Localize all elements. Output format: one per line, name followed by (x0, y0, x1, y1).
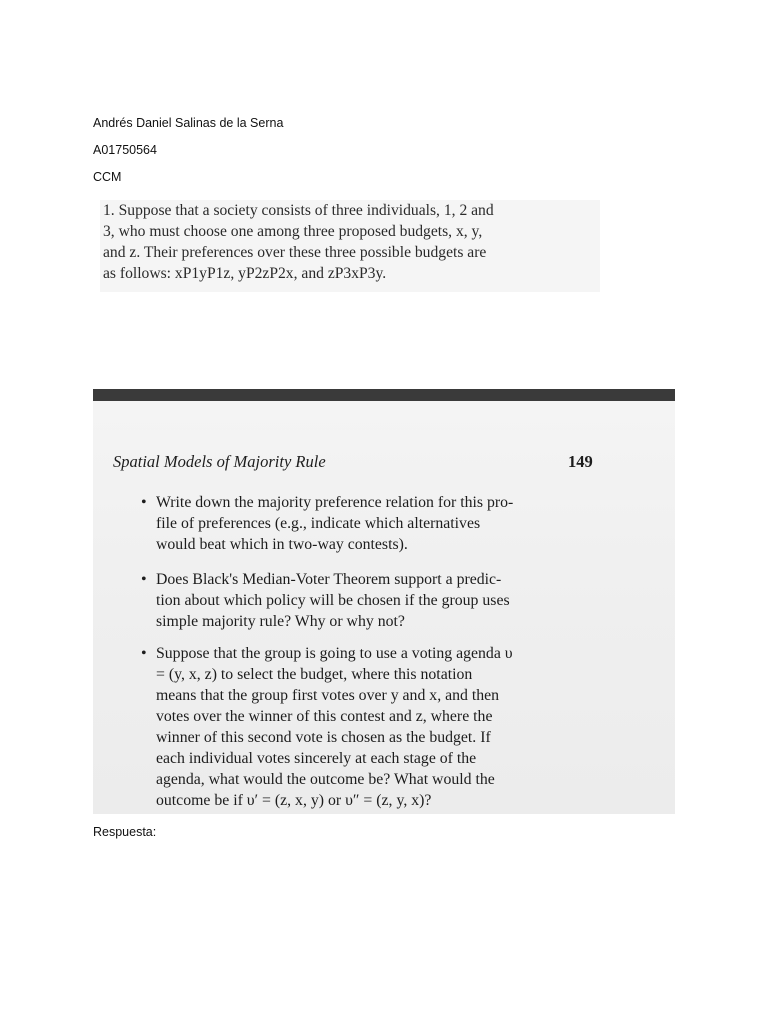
bullet-icon: • (141, 494, 147, 511)
bullet-line: would beat which in two-way contests). (156, 536, 408, 553)
bullet-line: file of preferences (e.g., indicate which alternatives (156, 515, 481, 532)
bullet-icon: • (141, 571, 147, 588)
bullet-line: votes over the winner of this contest and z, where the (156, 708, 493, 725)
bullet-line: = (y, x, z) to select the budget, where this notation (156, 666, 473, 683)
bullet-line: means that the group first votes over y and x, and then (156, 687, 500, 704)
question-line: and z. Their preferences over these three possible budgets are (103, 244, 487, 261)
question-line: as follows: xP1yP1z, yP2zP2x, and zP3xP3y. (103, 265, 387, 282)
running-title: Spatial Models of Majority Rule (113, 452, 326, 471)
campus-code: CCM (93, 170, 122, 184)
scan-top-edge (93, 389, 675, 401)
bullet-item (156, 492, 606, 555)
bullet-line: agenda, what would the outcome be? What would the (156, 771, 495, 788)
bullet-line: Write down the majority preference relation for this pro- (156, 494, 514, 511)
author-name: Andrés Daniel Salinas de la Serna (93, 116, 284, 130)
bullet-item (156, 643, 606, 811)
page-number: 149 (568, 452, 593, 471)
bullet-line: each individual votes sincerely at each stage of the (156, 750, 477, 767)
bullet-line: Suppose that the group is going to use a voting agenda υ (156, 645, 513, 662)
book-page-scan-image (93, 401, 675, 814)
bullet-line: tion about which policy will be chosen if the group uses (156, 592, 510, 609)
student-id: A01750564 (93, 143, 157, 157)
bullet-icon: • (141, 645, 147, 662)
bullet-line: winner of this second vote is chosen as the budget. If (156, 729, 491, 746)
question-scan-image (100, 200, 600, 292)
bullet-item (156, 569, 606, 632)
question-line: 1. Suppose that a society consists of three individuals, 1, 2 and (103, 202, 494, 219)
answer-label: Respuesta: (93, 825, 157, 839)
question-line: 3, who must choose one among three proposed budgets, x, y, (103, 223, 483, 240)
bullet-line: outcome be if υ′ = (z, x, y) or υ″ = (z, y, x)? (156, 792, 432, 809)
bullet-line: Does Black's Median-Voter Theorem support a predic- (156, 571, 502, 588)
bullet-line: simple majority rule? Why or why not? (156, 613, 405, 630)
